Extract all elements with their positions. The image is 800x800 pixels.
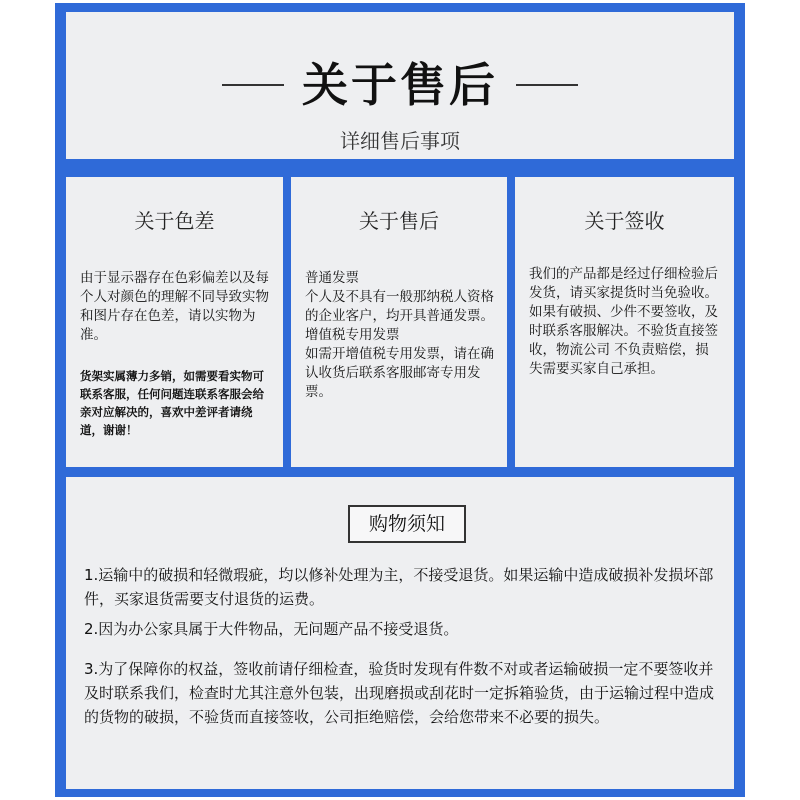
sign-receipt-title: 关于签收 (584, 209, 665, 233)
sign-receipt-text: 我们的产品都是经过仔细检验后发货，请买家提货时当免验收。如果有破损、少件不要签收，及时联系客服解决。不验货直接签收，物流公司 不负责赔偿，损失需要买家自己承担。 (529, 266, 718, 377)
ordinary-invoice-body: 个人及不具有一般那纳税人资格的企业客户，均开具普通发票。 (305, 289, 494, 324)
header-panel (66, 12, 734, 159)
page-title: 关于售后 (302, 58, 498, 112)
color-difference-para1: 由于显示器存在色彩偏差以及每个人对颜色的理解不同导致实物和图片存在色差，请以实物为准。 (80, 270, 269, 343)
page-subtitle: 详细售后事项 (340, 129, 460, 153)
shopping-rule-3: 3.为了保障你的权益，签收前请仔细检查，验货时发现有件数不对或者运输破损一定不要签收并及时联系我们，检查时尤其注意外包装，出现磨损或刮花时一定拆箱验货，由于运输过程中造成的货物的破损，不验货而直接签收，公司拒绝赔偿，会给您带来不必要的损失。 (84, 660, 715, 726)
after-sale-text (305, 269, 495, 402)
after-sale-title: 关于售后 (359, 209, 439, 233)
title-left-line (222, 84, 284, 86)
sign-receipt-card (515, 177, 734, 467)
vat-invoice-body: 如需开增值税专用发票，请在确认收货后联系客服邮寄专用发票。 (305, 346, 494, 400)
shopping-rule-2: 2.因为办公家具属于大件物品，无问题产品不接受退货。 (84, 620, 459, 638)
after-sale-card (291, 177, 507, 467)
ordinary-invoice-head: 普通发票 (305, 270, 359, 286)
color-difference-text (80, 269, 271, 439)
vat-invoice-head: 增值税专用发票 (305, 327, 400, 343)
color-difference-title: 关于色差 (134, 209, 215, 233)
title-right-line (516, 84, 578, 86)
shopping-notice-panel (66, 477, 734, 789)
shopping-rule-1: 1.运输中的破损和轻微瑕疵，均以修补处理为主，不接受退货。如果运输中造成破损补发损坏部件，买家退货需要支付退货的运费。 (84, 566, 714, 608)
shopping-notice-badge: 购物须知 (348, 505, 466, 543)
color-difference-para2: 货架实属薄力多销，如需要看实物可联系客服，任何问题连联系客服会给亲对应解决的，喜欢中差评者请绕道，谢谢！ (80, 369, 264, 437)
color-difference-card (66, 177, 283, 467)
title-row (66, 50, 734, 120)
